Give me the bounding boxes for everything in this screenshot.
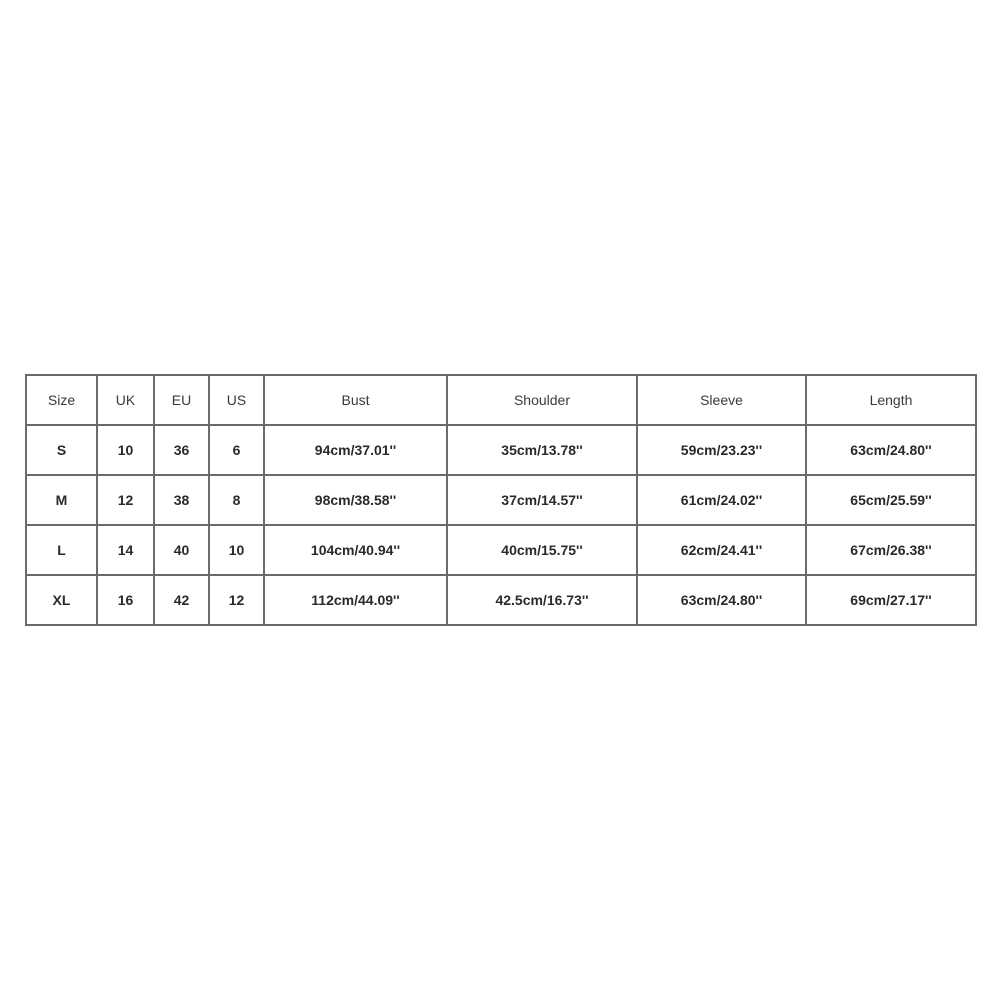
cell-uk: 14 <box>97 525 154 575</box>
header-shoulder: Shoulder <box>447 375 637 425</box>
table-row <box>26 575 976 625</box>
cell-sleeve: 61cm/24.02'' <box>637 475 806 525</box>
cell-us: 8 <box>209 475 264 525</box>
header-row <box>26 375 976 425</box>
header-bust: Bust <box>264 375 447 425</box>
cell-bust: 94cm/37.01'' <box>264 425 447 475</box>
table-row <box>26 525 976 575</box>
cell-length: 67cm/26.38'' <box>806 525 976 575</box>
cell-eu: 40 <box>154 525 209 575</box>
cell-bust: 112cm/44.09'' <box>264 575 447 625</box>
header-size: Size <box>26 375 97 425</box>
cell-us: 6 <box>209 425 264 475</box>
header-sleeve: Sleeve <box>637 375 806 425</box>
header-uk: UK <box>97 375 154 425</box>
cell-eu: 36 <box>154 425 209 475</box>
cell-shoulder: 42.5cm/16.73'' <box>447 575 637 625</box>
cell-bust: 104cm/40.94'' <box>264 525 447 575</box>
size-chart-table <box>25 374 977 626</box>
cell-us: 12 <box>209 575 264 625</box>
cell-shoulder: 35cm/13.78'' <box>447 425 637 475</box>
cell-shoulder: 40cm/15.75'' <box>447 525 637 575</box>
cell-uk: 10 <box>97 425 154 475</box>
cell-bust: 98cm/38.58'' <box>264 475 447 525</box>
cell-size: S <box>26 425 97 475</box>
cell-shoulder: 37cm/14.57'' <box>447 475 637 525</box>
cell-uk: 16 <box>97 575 154 625</box>
cell-eu: 42 <box>154 575 209 625</box>
table-row <box>26 475 976 525</box>
cell-size: L <box>26 525 97 575</box>
cell-size: M <box>26 475 97 525</box>
cell-size: XL <box>26 575 97 625</box>
header-eu: EU <box>154 375 209 425</box>
cell-us: 10 <box>209 525 264 575</box>
header-us: US <box>209 375 264 425</box>
cell-length: 65cm/25.59'' <box>806 475 976 525</box>
cell-sleeve: 59cm/23.23'' <box>637 425 806 475</box>
table-row <box>26 425 976 475</box>
cell-sleeve: 62cm/24.41'' <box>637 525 806 575</box>
header-length: Length <box>806 375 976 425</box>
cell-length: 63cm/24.80'' <box>806 425 976 475</box>
cell-length: 69cm/27.17'' <box>806 575 976 625</box>
cell-sleeve: 63cm/24.80'' <box>637 575 806 625</box>
cell-uk: 12 <box>97 475 154 525</box>
cell-eu: 38 <box>154 475 209 525</box>
